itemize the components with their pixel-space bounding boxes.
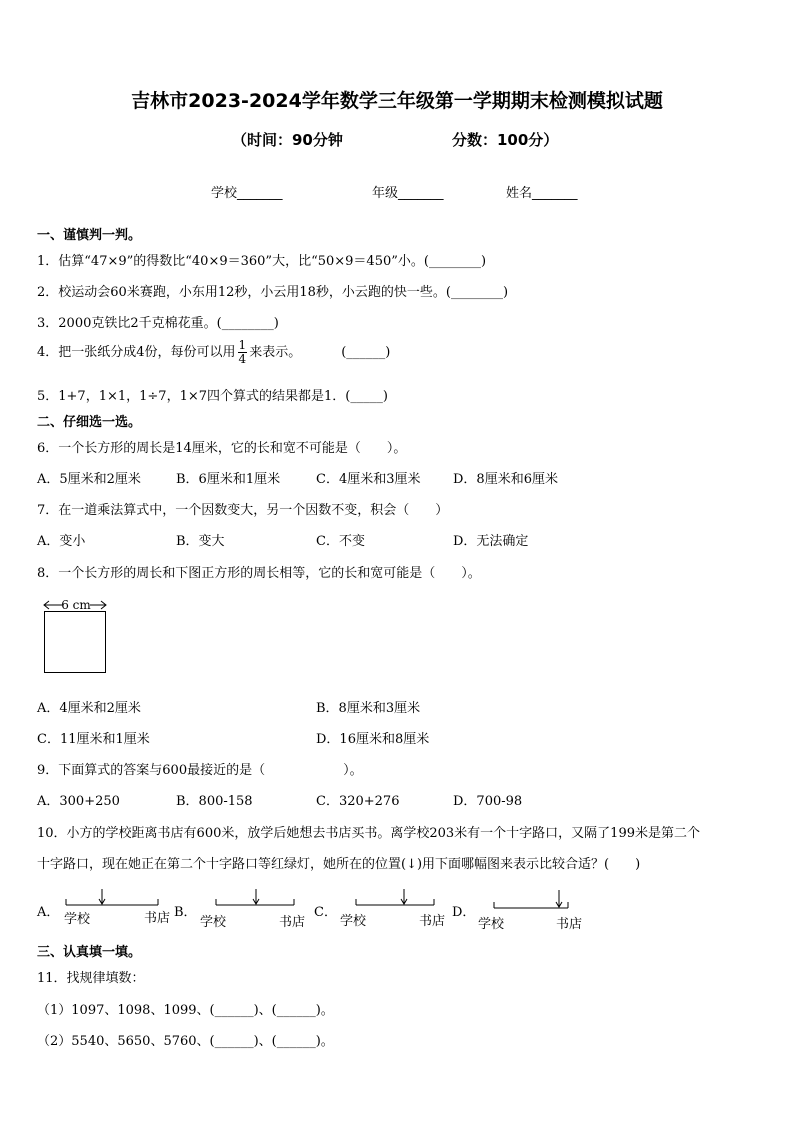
- q7-option-c: C．不变: [316, 534, 365, 549]
- q10-option-d: D．: [452, 905, 476, 920]
- q10-option-b: B．: [174, 905, 197, 920]
- question-2: 2．校运动会60米赛跑，小东用12秒，小云用18秒，小云跑的快一些。(________): [37, 285, 509, 300]
- store-label: 书店: [279, 915, 306, 930]
- question-10-line-2: 十字路口，现在她正在第二个十字路口等红绿灯，她所在的位置(↓)用下面哪幅图来表示比较合适？( ): [37, 857, 641, 872]
- section-3-heading: 三、认真填一填。: [37, 945, 142, 960]
- q6-option-c: C．4厘米和3厘米: [316, 472, 421, 487]
- school-label: 学校: [478, 917, 505, 932]
- question-6: 6．一个长方形的周长是14厘米，它的长和宽不可能是（ ）。: [37, 441, 407, 456]
- q7-option-a: A．变小: [37, 534, 86, 549]
- q8-option-b: B．8厘米和3厘米: [316, 701, 421, 716]
- question-4-blank: (______): [341, 345, 391, 360]
- question-8: 8．一个长方形的周长和下图正方形的周长相等，它的长和宽可能是（ ）。: [37, 566, 481, 581]
- store-label: 书店: [419, 914, 446, 929]
- q9-option-b: B．800-158: [176, 794, 253, 809]
- exam-score: 分数：100分）: [452, 131, 559, 149]
- question-11-part-1: （1）1097、1098、1099、(______)、(______)。: [37, 1003, 334, 1018]
- store-label: 书店: [144, 911, 171, 926]
- question-3: 3．2000克铁比2千克棉花重。(________): [37, 316, 279, 331]
- q7-option-d: D．无法确定: [453, 534, 529, 549]
- q10-diagram-a: [60, 885, 178, 931]
- q10-option-c: C．: [314, 905, 337, 920]
- q8-option-c: C．11厘米和1厘米: [37, 732, 150, 747]
- q10-diagram-b: [196, 885, 314, 931]
- q10-option-a: A．: [37, 905, 60, 920]
- question-10-line-1: 10．小方的学校距离书店有600米，放学后她想去书店买书。离学校203米有一个十字路口，又隔了199米是第二个: [37, 826, 700, 841]
- q6-option-b: B．6厘米和1厘米: [176, 472, 281, 487]
- name-field: 姓名_______: [506, 186, 578, 201]
- exam-time: （时间：90分钟: [232, 131, 343, 149]
- square-figure: [38, 596, 114, 676]
- question-11: 11．找规律填数：: [37, 971, 145, 986]
- school-field: 学校_______: [211, 186, 283, 201]
- question-11-part-2: （2）5540、5650、5760、(______)、(______)。: [37, 1034, 334, 1049]
- fraction-denominator: 4: [238, 352, 247, 366]
- q10-diagram-d: [474, 885, 592, 933]
- fraction-one-quarter: [238, 339, 248, 366]
- q9-option-a: A．300+250: [37, 794, 120, 809]
- grade-field: 年级_______: [372, 186, 444, 201]
- school-label: 学校: [340, 914, 367, 929]
- square-shape: [45, 612, 106, 673]
- q7-option-b: B．变大: [176, 534, 225, 549]
- q9-option-d: D．700-98: [453, 794, 523, 809]
- q9-option-c: C．320+276: [316, 794, 400, 809]
- section-1-heading: 一、谨慎判一判。: [37, 228, 142, 243]
- q10-diagram-c: [336, 885, 454, 931]
- question-4: [37, 339, 390, 366]
- question-4-text-end: 来表示。: [249, 345, 302, 360]
- exam-title: 吉林市2023-2024学年数学三年级第一学期期末检测模拟试题: [131, 90, 663, 112]
- q8-option-d: D．16厘米和8厘米: [316, 732, 430, 747]
- store-label: 书店: [556, 917, 583, 932]
- dimension-label: 6 cm: [61, 598, 91, 612]
- school-label: 学校: [200, 915, 227, 930]
- fraction-numerator: 1: [238, 338, 247, 352]
- question-1: 1．估算“47×9”的得数比“40×9＝360”大，比“50×9＝450”小。(________): [37, 254, 487, 269]
- section-2-heading: 二、仔细选一选。: [37, 415, 142, 430]
- q6-option-a: A．5厘米和2厘米: [37, 472, 141, 487]
- question-9: 9．下面算式的答案与600最接近的是（ ）。: [37, 763, 363, 778]
- q8-option-a: A．4厘米和2厘米: [37, 701, 141, 716]
- question-5: 5．1+7，1×1，1÷7，1×7四个算式的结果都是1．(_____): [37, 389, 388, 404]
- school-label: 学校: [64, 912, 91, 927]
- question-7: 7．在一道乘法算式中，一个因数变大，另一个因数不变，积会（ ）: [37, 503, 449, 518]
- question-4-text: 4．把一张纸分成4份，每份可以用: [37, 345, 236, 360]
- q6-option-d: D．8厘米和6厘米: [453, 472, 558, 487]
